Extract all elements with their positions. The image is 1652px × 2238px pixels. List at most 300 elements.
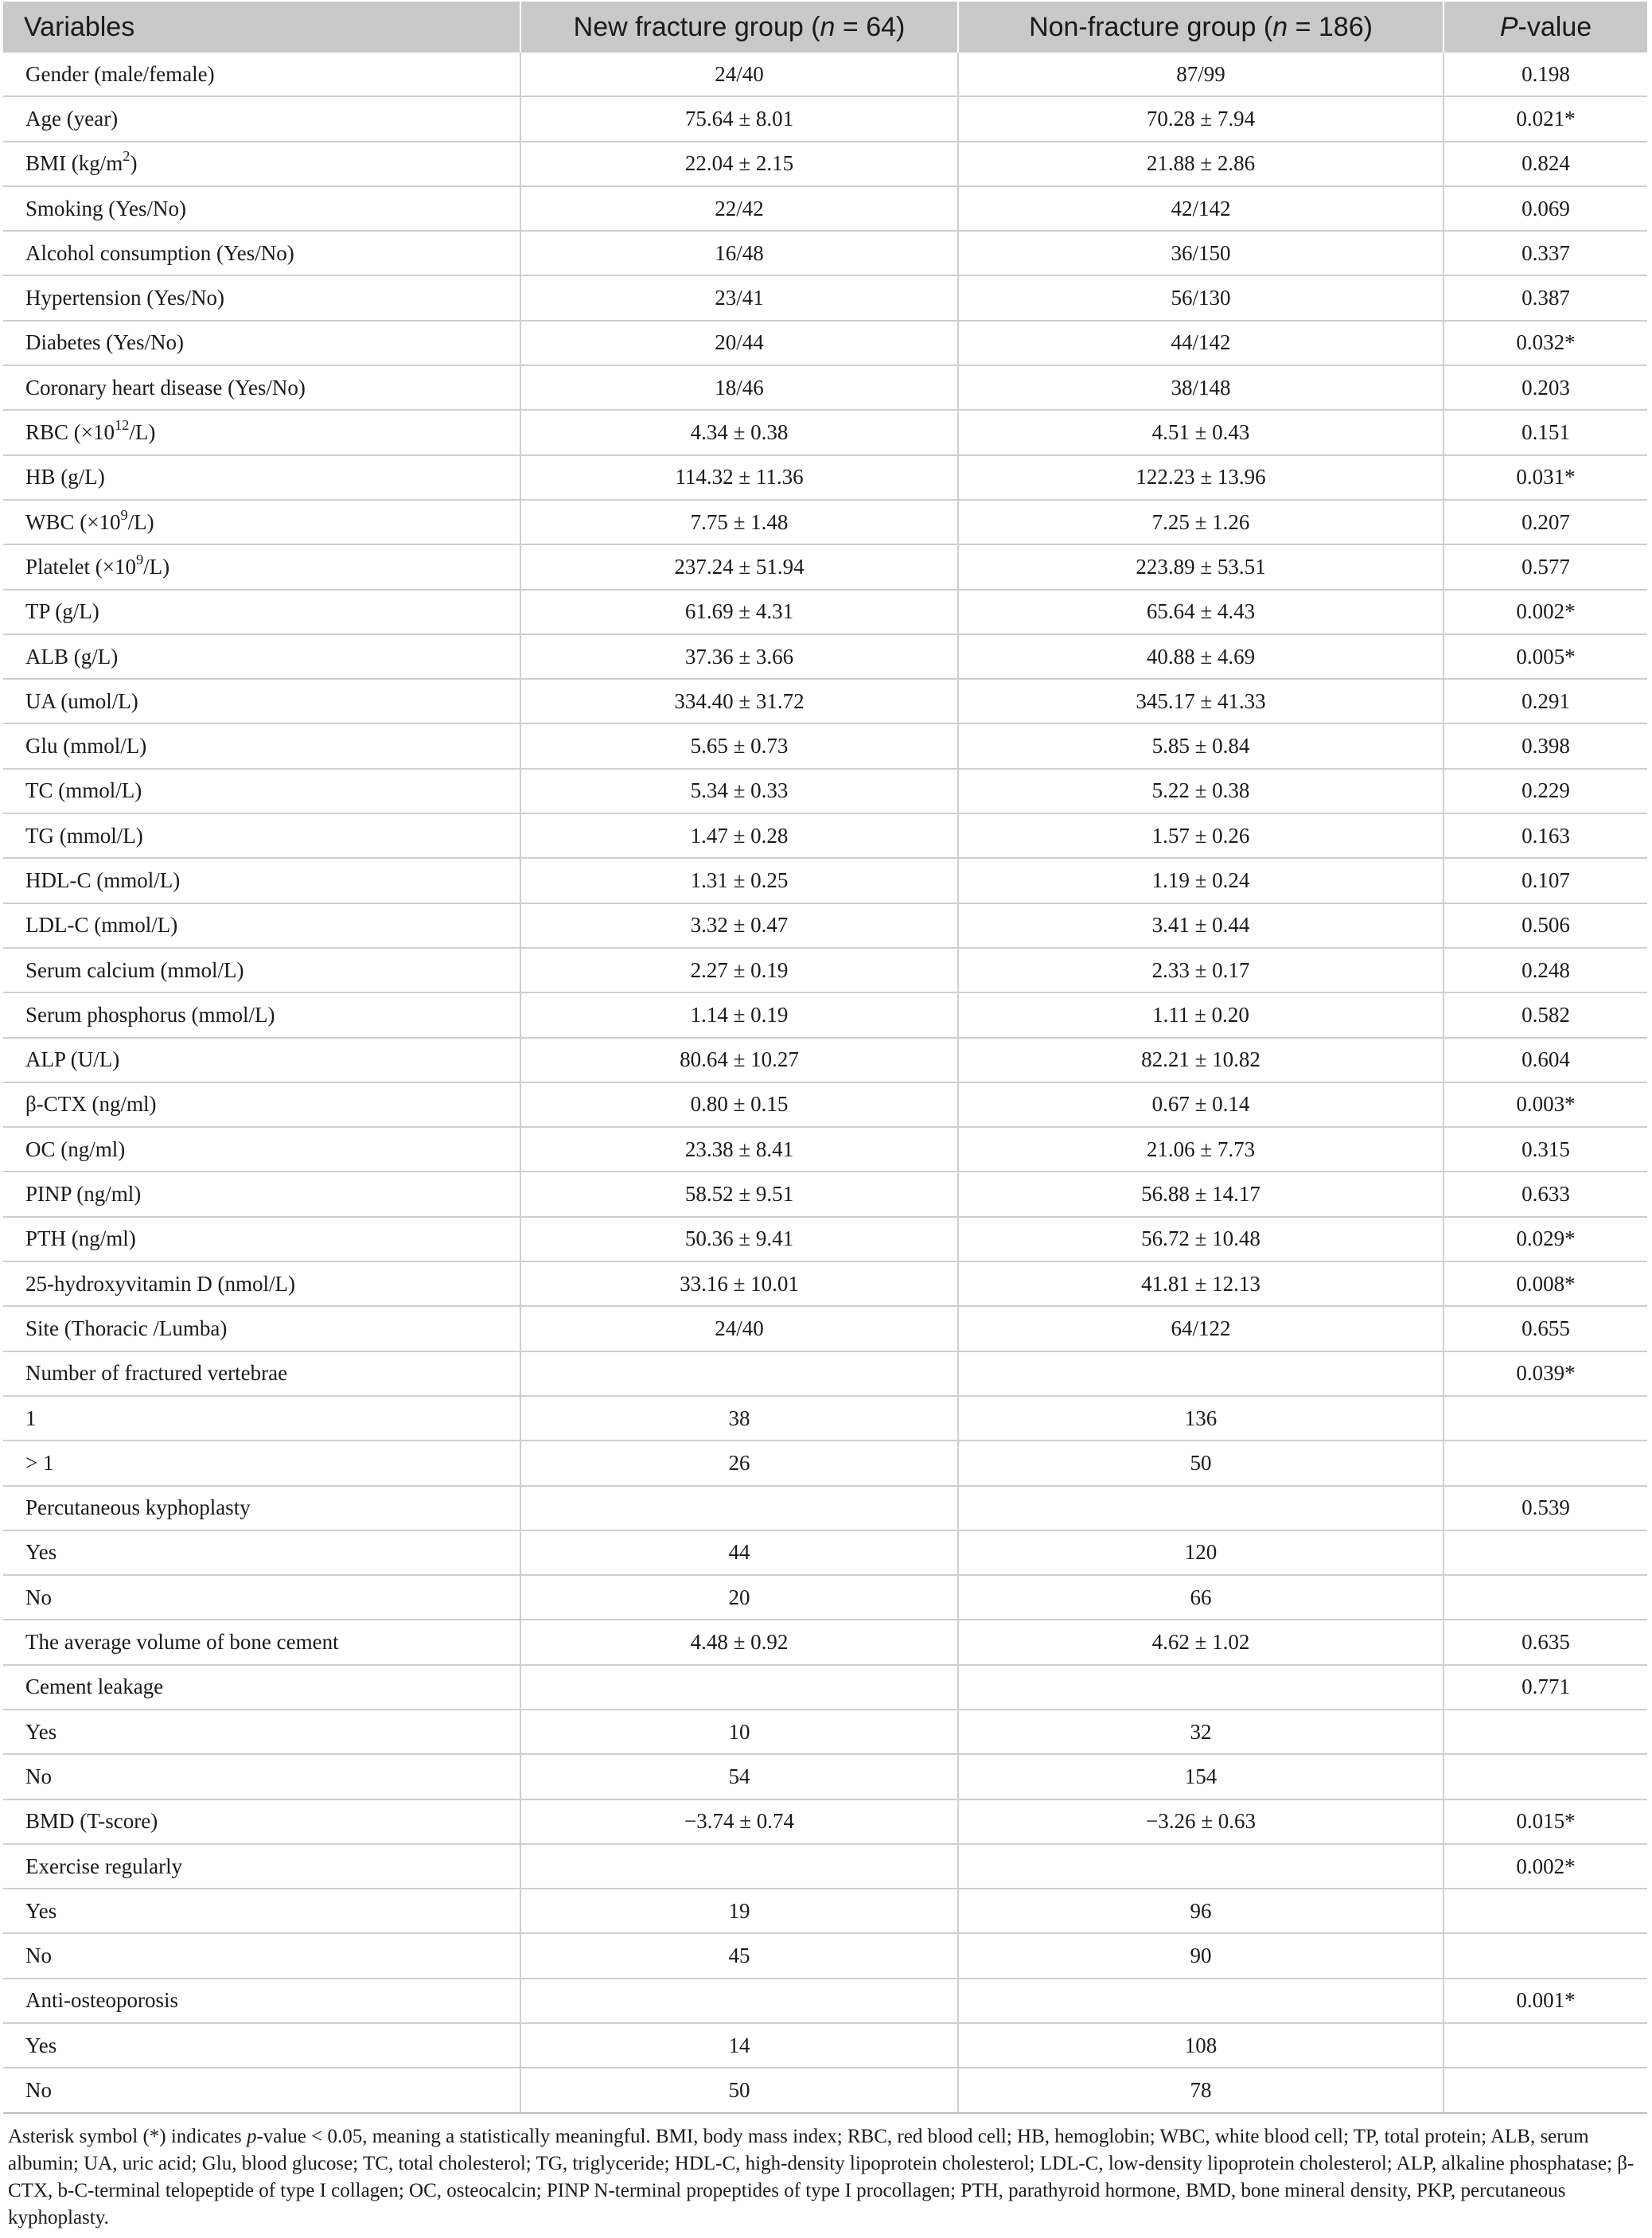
variable-label: Serum calcium (mmol/L) — [25, 957, 244, 982]
cell-non-fracture: 40.88 ± 4.69 — [958, 634, 1444, 679]
cell-p-value: 0.655 — [1444, 1306, 1647, 1351]
variable-label: Platelet (×10 — [25, 554, 136, 579]
cell-p-value: 0.002* — [1444, 1844, 1647, 1889]
cell-p-value: 0.198 — [1444, 53, 1647, 96]
table-row — [3, 1665, 1647, 1710]
variable-label: WBC (×10 — [25, 509, 121, 534]
cell-new-fracture: 22/42 — [520, 186, 958, 231]
table-row — [3, 1933, 1647, 1978]
variable-label: Yes — [25, 1898, 57, 1923]
cell-p-value — [1444, 1575, 1647, 1620]
cell-new-fracture: 5.65 ± 0.73 — [520, 723, 958, 768]
cell-variable — [3, 1127, 520, 1172]
cell-p-value: 0.032* — [1444, 321, 1647, 365]
cell-variable — [3, 590, 520, 634]
table-row — [3, 723, 1647, 768]
cell-non-fracture: 3.41 ± 0.44 — [958, 903, 1444, 948]
variable-label: The average volume of bone cement — [25, 1630, 339, 1655]
variable-label: Alcohol consumption (Yes/No) — [25, 240, 294, 265]
cell-non-fracture: 82.21 ± 10.82 — [958, 1038, 1444, 1082]
cell-variable — [3, 96, 520, 141]
header-non-n: n — [1272, 11, 1288, 42]
variable-label: Number of fractured vertebrae — [25, 1361, 288, 1386]
cell-p-value: 0.015* — [1444, 1799, 1647, 1844]
variable-label: Yes — [25, 2033, 57, 2057]
cell-variable — [3, 813, 520, 858]
cell-non-fracture: 56.72 ± 10.48 — [958, 1217, 1444, 1261]
cell-variable — [3, 858, 520, 903]
cell-variable — [3, 1038, 520, 1082]
cell-new-fracture: 54 — [520, 1754, 958, 1799]
cell-non-fracture: 87/99 — [958, 53, 1444, 96]
cell-non-fracture: 64/122 — [958, 1306, 1444, 1351]
table-header — [3, 2, 1647, 53]
cell-variable — [3, 500, 520, 544]
table-row — [3, 1306, 1647, 1351]
cell-non-fracture: 70.28 ± 7.94 — [958, 96, 1444, 141]
cell-p-value: 0.824 — [1444, 142, 1647, 186]
variable-label: Cement leakage — [25, 1675, 164, 1699]
table-row — [3, 1396, 1647, 1441]
variable-label: 25-hydroxyvitamin D (nmol/L) — [25, 1271, 295, 1296]
cell-new-fracture: 50 — [520, 2068, 958, 2112]
cell-non-fracture: 5.85 ± 0.84 — [958, 723, 1444, 768]
table-row — [3, 186, 1647, 231]
cell-non-fracture — [958, 1486, 1444, 1530]
table-row — [3, 365, 1647, 410]
cell-variable — [3, 1306, 520, 1351]
cell-p-value: 0.151 — [1444, 410, 1647, 454]
variable-label: Exercise regularly — [25, 1854, 183, 1878]
footnote-p-italic: p — [246, 2125, 257, 2147]
cell-non-fracture: −3.26 ± 0.63 — [958, 1799, 1444, 1844]
cell-non-fracture: 0.67 ± 0.14 — [958, 1082, 1444, 1127]
cell-new-fracture: 1.14 ± 0.19 — [520, 992, 958, 1037]
cell-variable — [3, 1217, 520, 1261]
variable-label: Serum phosphorus (mmol/L) — [25, 1002, 275, 1027]
cell-non-fracture: 5.22 ± 0.38 — [958, 769, 1444, 813]
cell-p-value — [1444, 1530, 1647, 1575]
header-p-value — [1444, 2, 1647, 53]
cell-non-fracture: 122.23 ± 13.96 — [958, 455, 1444, 500]
cell-new-fracture: 237.24 ± 51.94 — [520, 544, 958, 589]
header-non-fracture-group — [958, 2, 1444, 53]
cell-p-value: 0.635 — [1444, 1620, 1647, 1664]
variable-label: TG (mmol/L) — [25, 823, 143, 848]
cell-variable — [3, 634, 520, 679]
cell-new-fracture: 33.16 ± 10.01 — [520, 1261, 958, 1306]
cell-p-value — [1444, 1396, 1647, 1441]
cell-new-fracture: 24/40 — [520, 1306, 958, 1351]
header-non-prefix: Non-fracture group ( — [1029, 11, 1273, 42]
cell-variable — [3, 2068, 520, 2112]
cell-variable — [3, 544, 520, 589]
cell-p-value: 0.069 — [1444, 186, 1647, 231]
header-row — [3, 2, 1647, 53]
cell-new-fracture — [520, 1351, 958, 1396]
cell-new-fracture: 7.75 ± 1.48 — [520, 500, 958, 544]
variable-label: Yes — [25, 1719, 57, 1744]
header-non-suffix: = 186) — [1288, 11, 1373, 42]
cell-non-fracture: 223.89 ± 53.51 — [958, 544, 1444, 589]
variable-label: β-CTX (ng/ml) — [25, 1092, 157, 1117]
cell-new-fracture — [520, 1844, 958, 1889]
variable-label: TP (g/L) — [25, 599, 99, 624]
cell-new-fracture: 10 — [520, 1710, 958, 1754]
table-footnote — [3, 2123, 1647, 2232]
cell-variable — [3, 1441, 520, 1485]
cell-p-value — [1444, 1754, 1647, 1799]
table-row — [3, 410, 1647, 454]
cell-p-value: 0.031* — [1444, 455, 1647, 500]
cell-new-fracture: 24/40 — [520, 53, 958, 96]
cell-variable — [3, 723, 520, 768]
cell-new-fracture: 26 — [520, 1441, 958, 1485]
cell-non-fracture: 42/142 — [958, 186, 1444, 231]
cell-variable — [3, 1979, 520, 2023]
cell-new-fracture: 334.40 ± 31.72 — [520, 679, 958, 723]
cell-non-fracture: 120 — [958, 1530, 1444, 1575]
cell-non-fracture: 38/148 — [958, 365, 1444, 410]
table-row — [3, 2023, 1647, 2068]
variable-label: UA (umol/L) — [25, 688, 138, 713]
cell-variable — [3, 1933, 520, 1978]
cell-p-value: 0.039* — [1444, 1351, 1647, 1396]
variable-superscript: 9 — [120, 506, 128, 523]
variable-label: Hypertension (Yes/No) — [25, 286, 224, 310]
cell-variable — [3, 275, 520, 320]
cell-non-fracture: 7.25 ± 1.26 — [958, 500, 1444, 544]
cell-p-value: 0.506 — [1444, 903, 1647, 948]
table-row — [3, 1979, 1647, 2023]
cell-p-value: 0.633 — [1444, 1172, 1647, 1216]
variable-label: ALB (g/L) — [25, 644, 119, 669]
footnote-text: -value < 0.05, meaning a statistically meaningful. BMI, body mass index; RBC, red blood cell; HB, hemoglobin; WBC, white blood cell; TP, total protein; ALB, serum albumin; UA, uric acid; Glu, blood glucose; TC, total cholesterol; TG, triglyceride; HDL-C, high-density lipoprotein cholesterol; LDL-C, low-density lipoprotein cholesterol; ALP, alkaline phosphatase; β-CTX, b-C-terminal telopeptide of type I collagen; OC, osteocalcin; PINP N-terminal propeptides of type I procollagen; PTH, parathyroid hormone, BMD, bone mineral density, PKP, percutaneous kyphoplasty. — [8, 2125, 1634, 2228]
cell-new-fracture: 80.64 ± 10.27 — [520, 1038, 958, 1082]
cell-variable — [3, 1351, 520, 1396]
table-row — [3, 53, 1647, 96]
table-row — [3, 1486, 1647, 1530]
cell-p-value: 0.604 — [1444, 1038, 1647, 1082]
cell-new-fracture: 22.04 ± 2.15 — [520, 142, 958, 186]
cell-variable — [3, 1754, 520, 1799]
cell-new-fracture: 23/41 — [520, 275, 958, 320]
table-row — [3, 1889, 1647, 1933]
variable-label: Yes — [25, 1540, 57, 1565]
cell-new-fracture — [520, 1665, 958, 1710]
header-new-n: n — [820, 11, 836, 42]
cell-p-value: 0.207 — [1444, 500, 1647, 544]
cell-non-fracture: 50 — [958, 1441, 1444, 1485]
variable-superscript: 9 — [135, 552, 144, 568]
table-row — [3, 96, 1647, 141]
cell-p-value — [1444, 1441, 1647, 1485]
table-row — [3, 455, 1647, 500]
cell-non-fracture: 66 — [958, 1575, 1444, 1620]
cell-new-fracture: 14 — [520, 2023, 958, 2068]
cell-variable — [3, 142, 520, 186]
table-row — [3, 1082, 1647, 1127]
variable-label: OC (ng/ml) — [25, 1137, 126, 1161]
variable-label: RBC (×10 — [25, 420, 115, 445]
variable-label: PTH (ng/ml) — [25, 1226, 136, 1251]
variable-suffix: /L) — [143, 554, 170, 579]
header-p-suffix: -value — [1518, 11, 1592, 42]
cell-p-value: 0.291 — [1444, 679, 1647, 723]
cell-p-value: 0.001* — [1444, 1979, 1647, 2023]
cell-new-fracture: 4.48 ± 0.92 — [520, 1620, 958, 1664]
cell-variable — [3, 903, 520, 948]
table-container — [3, 2, 1647, 2232]
header-variables-label: Variables — [24, 11, 135, 42]
cell-variable — [3, 2023, 520, 2068]
cell-variable — [3, 365, 520, 410]
cell-new-fracture: 44 — [520, 1530, 958, 1575]
cell-non-fracture: 1.57 ± 0.26 — [958, 813, 1444, 858]
variable-label: No — [25, 1585, 52, 1609]
header-new-suffix: = 64) — [835, 11, 906, 42]
cell-variable — [3, 1396, 520, 1441]
cell-non-fracture — [958, 1979, 1444, 2023]
variable-label: Smoking (Yes/No) — [25, 196, 187, 220]
cell-new-fracture: 2.27 ± 0.19 — [520, 948, 958, 992]
cell-p-value: 0.163 — [1444, 813, 1647, 858]
table-row — [3, 1754, 1647, 1799]
table-row — [3, 679, 1647, 723]
cell-non-fracture: 136 — [958, 1396, 1444, 1441]
cell-variable — [3, 1530, 520, 1575]
cell-p-value: 0.398 — [1444, 723, 1647, 768]
cell-variable — [3, 1620, 520, 1664]
variable-label: TC (mmol/L) — [25, 778, 142, 803]
cell-p-value: 0.582 — [1444, 992, 1647, 1037]
header-new-fracture-group — [520, 2, 958, 53]
cell-new-fracture: 5.34 ± 0.33 — [520, 769, 958, 813]
table-row — [3, 142, 1647, 186]
cell-new-fracture: 114.32 ± 11.36 — [520, 455, 958, 500]
cell-non-fracture — [958, 1665, 1444, 1710]
table-row — [3, 1575, 1647, 1620]
cell-non-fracture: 96 — [958, 1889, 1444, 1933]
cell-variable — [3, 186, 520, 231]
table-row — [3, 1127, 1647, 1172]
cell-new-fracture: 16/48 — [520, 231, 958, 275]
variable-label: Gender (male/female) — [25, 61, 215, 86]
cell-p-value: 0.107 — [1444, 858, 1647, 903]
cell-variable — [3, 1799, 520, 1844]
cell-variable — [3, 455, 520, 500]
cell-new-fracture: 1.31 ± 0.25 — [520, 858, 958, 903]
cell-non-fracture: 108 — [958, 2023, 1444, 2068]
table-row — [3, 1441, 1647, 1485]
cell-new-fracture: −3.74 ± 0.74 — [520, 1799, 958, 1844]
table-row — [3, 903, 1647, 948]
variable-suffix: /L) — [129, 420, 156, 445]
cell-new-fracture: 3.32 ± 0.47 — [520, 903, 958, 948]
cell-new-fracture: 0.80 ± 0.15 — [520, 1082, 958, 1127]
cell-variable — [3, 992, 520, 1037]
table-row — [3, 231, 1647, 275]
cell-non-fracture: 345.17 ± 41.33 — [958, 679, 1444, 723]
variable-label: No — [25, 1944, 52, 1968]
header-new-prefix: New fracture group ( — [573, 11, 820, 42]
cell-non-fracture: 4.51 ± 0.43 — [958, 410, 1444, 454]
cell-non-fracture — [958, 1844, 1444, 1889]
table-row — [3, 1217, 1647, 1261]
cell-variable — [3, 321, 520, 365]
cell-non-fracture: 2.33 ± 0.17 — [958, 948, 1444, 992]
variable-suffix: /L) — [127, 509, 154, 534]
cell-p-value — [1444, 1710, 1647, 1754]
cell-non-fracture: 78 — [958, 2068, 1444, 2112]
variable-label: No — [25, 1764, 52, 1788]
table-row — [3, 1710, 1647, 1754]
table-body — [3, 53, 1647, 2113]
cell-variable — [3, 410, 520, 454]
cell-variable — [3, 1486, 520, 1530]
cell-non-fracture: 65.64 ± 4.43 — [958, 590, 1444, 634]
variable-label: Glu (mmol/L) — [25, 734, 147, 758]
cell-variable — [3, 679, 520, 723]
cell-variable — [3, 1710, 520, 1754]
variable-label: HDL-C (mmol/L) — [25, 868, 181, 892]
table-row — [3, 321, 1647, 365]
cell-p-value: 0.229 — [1444, 769, 1647, 813]
variable-label: BMD (T-score) — [25, 1809, 158, 1834]
cell-new-fracture: 1.47 ± 0.28 — [520, 813, 958, 858]
cell-p-value — [1444, 2023, 1647, 2068]
cell-p-value: 0.029* — [1444, 1217, 1647, 1261]
cell-p-value: 0.771 — [1444, 1665, 1647, 1710]
variable-superscript: 12 — [115, 417, 130, 434]
table-row — [3, 275, 1647, 320]
cell-variable — [3, 1082, 520, 1127]
cell-variable — [3, 1261, 520, 1306]
cell-non-fracture — [958, 1351, 1444, 1396]
cell-p-value: 0.337 — [1444, 231, 1647, 275]
cell-non-fracture: 56/130 — [958, 275, 1444, 320]
cell-non-fracture: 4.62 ± 1.02 — [958, 1620, 1444, 1664]
cell-new-fracture: 38 — [520, 1396, 958, 1441]
cell-non-fracture: 1.19 ± 0.24 — [958, 858, 1444, 903]
variable-label: PINP (ng/ml) — [25, 1182, 142, 1207]
table-row — [3, 544, 1647, 589]
cell-new-fracture: 58.52 ± 9.51 — [520, 1172, 958, 1216]
cell-variable — [3, 1172, 520, 1216]
table-row — [3, 858, 1647, 903]
cell-non-fracture: 44/142 — [958, 321, 1444, 365]
cell-non-fracture: 21.88 ± 2.86 — [958, 142, 1444, 186]
cell-non-fracture: 154 — [958, 1754, 1444, 1799]
table-row — [3, 500, 1647, 544]
cell-variable — [3, 231, 520, 275]
cell-new-fracture: 18/46 — [520, 365, 958, 410]
table-row — [3, 590, 1647, 634]
variable-label: ALP (U/L) — [25, 1047, 120, 1072]
cell-p-value: 0.577 — [1444, 544, 1647, 589]
table-row — [3, 1844, 1647, 1889]
variable-label: Coronary heart disease (Yes/No) — [25, 375, 306, 400]
cell-non-fracture: 56.88 ± 14.17 — [958, 1172, 1444, 1216]
variable-label: Diabetes (Yes/No) — [25, 330, 184, 355]
variable-label: Age (year) — [25, 106, 119, 131]
variable-suffix: ) — [130, 151, 138, 176]
cell-p-value: 0.248 — [1444, 948, 1647, 992]
header-p-italic: P — [1499, 11, 1518, 42]
cell-p-value: 0.002* — [1444, 590, 1647, 634]
table-row — [3, 1261, 1647, 1306]
variable-label: Anti-osteoporosis — [25, 1988, 178, 2013]
cell-variable — [3, 948, 520, 992]
cell-non-fracture: 41.81 ± 12.13 — [958, 1261, 1444, 1306]
cell-new-fracture — [520, 1979, 958, 2023]
table-row — [3, 1172, 1647, 1216]
cell-new-fracture: 50.36 ± 9.41 — [520, 1217, 958, 1261]
cell-new-fracture: 19 — [520, 1889, 958, 1933]
header-variables — [3, 2, 520, 53]
cell-new-fracture: 45 — [520, 1933, 958, 1978]
table-row — [3, 1799, 1647, 1844]
variable-label: > 1 — [25, 1450, 54, 1475]
cell-variable — [3, 1575, 520, 1620]
cell-new-fracture: 61.69 ± 4.31 — [520, 590, 958, 634]
cell-new-fracture: 20 — [520, 1575, 958, 1620]
table-row — [3, 992, 1647, 1037]
cell-p-value: 0.539 — [1444, 1486, 1647, 1530]
cell-non-fracture: 90 — [958, 1933, 1444, 1978]
cell-non-fracture: 36/150 — [958, 231, 1444, 275]
variable-label: Site (Thoracic /Lumba) — [25, 1316, 228, 1340]
cell-new-fracture — [520, 1486, 958, 1530]
cell-p-value — [1444, 1933, 1647, 1978]
table-row — [3, 948, 1647, 992]
variable-label: Percutaneous kyphoplasty — [25, 1495, 251, 1520]
variable-label: LDL-C (mmol/L) — [25, 913, 178, 938]
cell-new-fracture: 37.36 ± 3.66 — [520, 634, 958, 679]
cell-variable — [3, 53, 520, 96]
cell-p-value: 0.203 — [1444, 365, 1647, 410]
footnote-prefix: Asterisk symbol (*) indicates — [8, 2125, 247, 2147]
cell-new-fracture: 20/44 — [520, 321, 958, 365]
cell-p-value: 0.315 — [1444, 1127, 1647, 1172]
cell-p-value: 0.003* — [1444, 1082, 1647, 1127]
table-row — [3, 1530, 1647, 1575]
cell-p-value: 0.008* — [1444, 1261, 1647, 1306]
cell-p-value: 0.005* — [1444, 634, 1647, 679]
cell-variable — [3, 769, 520, 813]
variable-label: No — [25, 2078, 52, 2102]
cell-new-fracture: 75.64 ± 8.01 — [520, 96, 958, 141]
table-row — [3, 1351, 1647, 1396]
data-table — [3, 2, 1647, 2114]
cell-non-fracture: 1.11 ± 0.20 — [958, 992, 1444, 1037]
variable-superscript: 2 — [123, 148, 131, 165]
cell-p-value — [1444, 1889, 1647, 1933]
table-row — [3, 2068, 1647, 2112]
table-row — [3, 769, 1647, 813]
cell-p-value — [1444, 2068, 1647, 2112]
table-row — [3, 1038, 1647, 1082]
cell-new-fracture: 23.38 ± 8.41 — [520, 1127, 958, 1172]
cell-p-value: 0.021* — [1444, 96, 1647, 141]
cell-new-fracture: 4.34 ± 0.38 — [520, 410, 958, 454]
variable-label: BMI (kg/m — [25, 151, 123, 176]
table-row — [3, 1620, 1647, 1664]
table-row — [3, 634, 1647, 679]
cell-variable — [3, 1844, 520, 1889]
variable-label: HB (g/L) — [25, 465, 105, 489]
cell-variable — [3, 1665, 520, 1710]
